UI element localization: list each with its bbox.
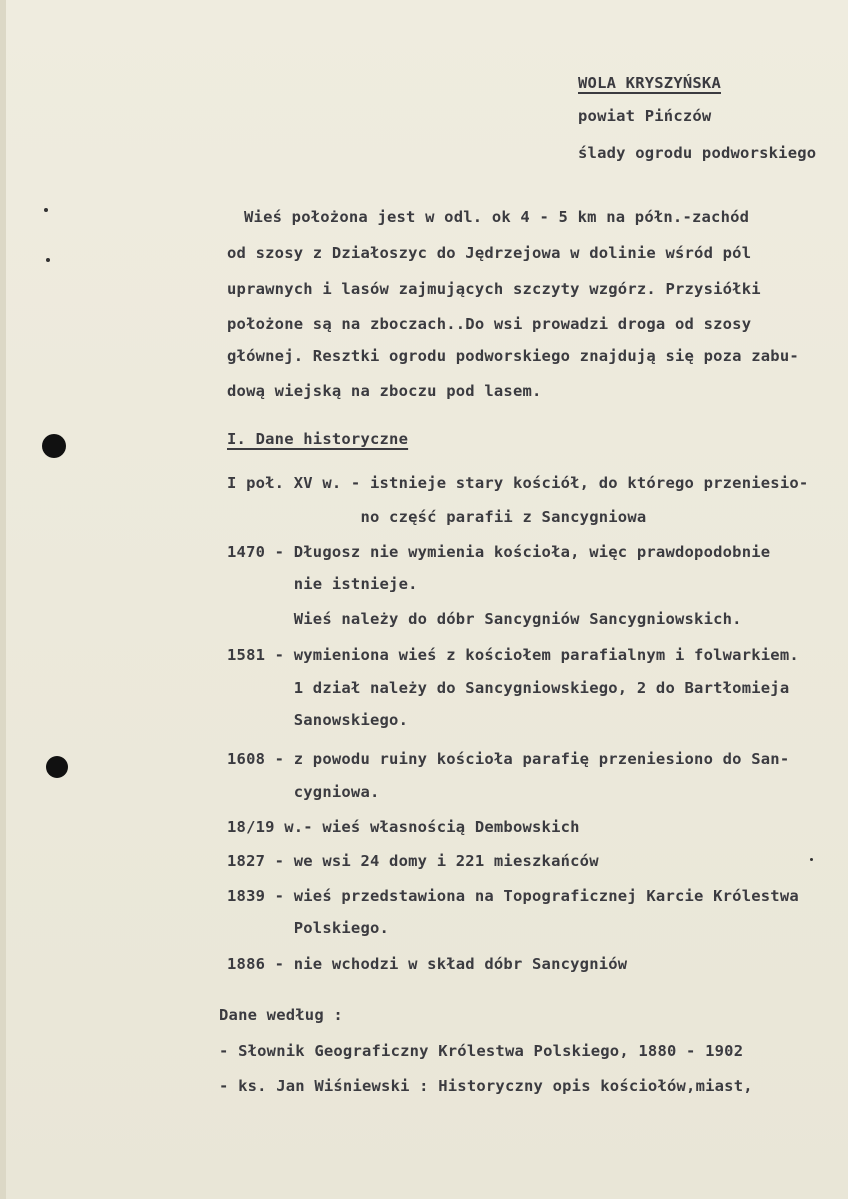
sources-heading: Dane według : [219, 1006, 343, 1024]
history-line: 1827 - we wsi 24 domy i 221 mieszkańców [227, 852, 599, 870]
intro-line: dową wiejską na zboczu pod lasem. [227, 382, 542, 400]
history-line: 1 dział należy do Sancygniowskiego, 2 do Bartłomieja [227, 679, 790, 697]
punch-hole [46, 756, 68, 778]
history-line: Polskiego. [227, 919, 390, 937]
paper-mark [44, 208, 48, 212]
history-line: I poł. XV w. - istnieje stary kościół, do którego przeniesio- [227, 474, 809, 492]
history-line: 18/19 w.- wieś własnością Dembowskich [227, 818, 580, 836]
history-line: no część parafii z Sancygniowa [227, 508, 647, 526]
history-line: 1886 - nie wchodzi w skład dóbr Sancygniów [227, 955, 628, 973]
history-line: 1470 - Długosz nie wymienia kościoła, więc prawdopodobnie [227, 543, 771, 561]
history-line: nie istnieje. [227, 575, 418, 593]
history-line: 1581 - wymieniona wieś z kościołem parafialnym i folwarkiem. [227, 646, 799, 664]
history-line: cygniowa. [227, 783, 380, 801]
paper-mark [46, 258, 50, 262]
document-subtitle-garden: ślady ogrodu podworskiego [578, 144, 817, 162]
intro-line: Wieś położona jest w odl. ok 4 - 5 km na półn.-zachód [244, 208, 750, 226]
section-heading: I. Dane historyczne [227, 430, 409, 448]
history-line: Wieś należy do dóbr Sancygniów Sancygniowskich. [227, 610, 742, 628]
paper-mark [810, 858, 813, 861]
punch-hole [42, 434, 66, 458]
intro-line: położone są na zboczach..Do wsi prowadzi droga od szosy [227, 315, 752, 333]
history-line: Sanowskiego. [227, 711, 409, 729]
intro-line: uprawnych i lasów zajmujących szczyty wzgórz. Przysiółki [227, 280, 761, 298]
history-line: 1608 - z powodu ruiny kościoła parafię przeniesiono do San- [227, 750, 790, 768]
intro-line: głównej. Resztki ogrodu podworskiego znajdują się poza zabu- [227, 347, 799, 365]
document-title: WOLA KRYSZYŃSKA [578, 74, 721, 92]
page-edge [0, 0, 6, 1199]
source-item: - Słownik Geograficzny Królestwa Polskiego, 1880 - 1902 [219, 1042, 744, 1060]
history-line: 1839 - wieś przedstawiona na Topograficznej Karcie Królestwa [227, 887, 799, 905]
source-item: - ks. Jan Wiśniewski : Historyczny opis kościołów,miast, [219, 1077, 753, 1095]
intro-line: od szosy z Działoszyc do Jędrzejowa w dolinie wśród pól [227, 244, 752, 262]
document-subtitle-county: powiat Pińczów [578, 107, 712, 125]
